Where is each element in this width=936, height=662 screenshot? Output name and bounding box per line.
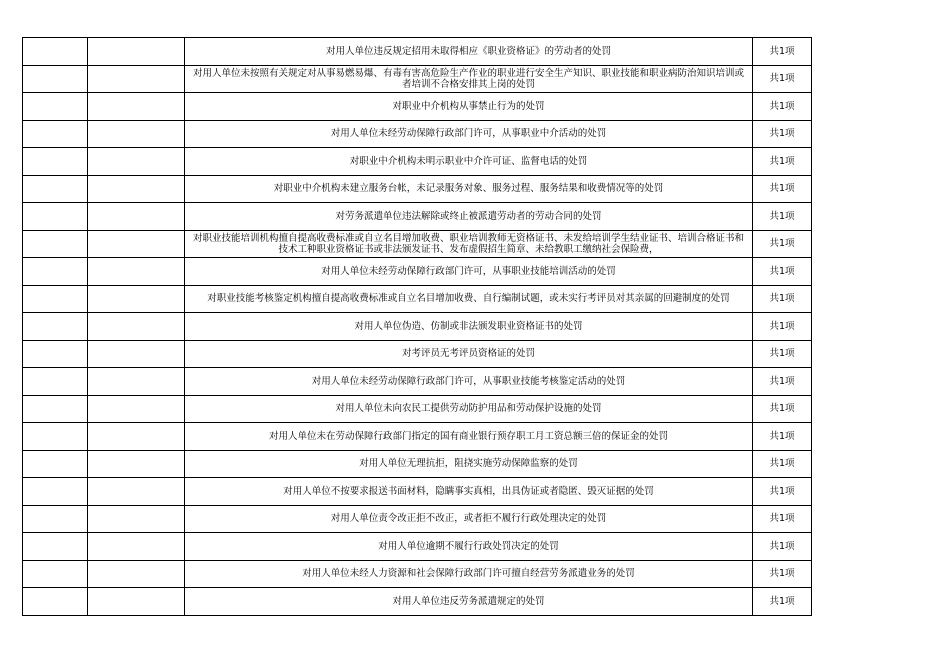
penalty-item-cell: 对用人单位未向农民工提供劳动防护用品和劳动保护设施的处罚 bbox=[185, 395, 753, 423]
empty-cell-a bbox=[23, 423, 88, 451]
item-count-cell: 共1项 bbox=[753, 120, 812, 148]
empty-cell-b bbox=[88, 258, 185, 286]
empty-cell-b bbox=[88, 533, 185, 561]
table-row bbox=[23, 560, 812, 588]
empty-cell-a bbox=[23, 588, 88, 616]
empty-cell-b bbox=[88, 230, 185, 258]
table-row bbox=[23, 38, 812, 66]
item-count-cell: 共1项 bbox=[753, 313, 812, 341]
empty-cell-b bbox=[88, 65, 185, 93]
penalty-item-cell: 对用人单位责令改正拒不改正，或者拒不履行行政处理决定的处罚 bbox=[185, 505, 753, 533]
table-row bbox=[23, 450, 812, 478]
empty-cell-b bbox=[88, 120, 185, 148]
empty-cell-a bbox=[23, 230, 88, 258]
empty-cell-a bbox=[23, 450, 88, 478]
empty-cell-b bbox=[88, 203, 185, 231]
empty-cell-b bbox=[88, 340, 185, 368]
penalty-item-cell: 对用人单位未在劳动保障行政部门指定的国有商业银行预存职工月工资总额三倍的保证金的处罚 bbox=[185, 423, 753, 451]
empty-cell-b bbox=[88, 423, 185, 451]
item-count-cell: 共1项 bbox=[753, 340, 812, 368]
empty-cell-b bbox=[88, 93, 185, 121]
empty-cell-a bbox=[23, 148, 88, 176]
empty-cell-b bbox=[88, 450, 185, 478]
empty-cell-a bbox=[23, 203, 88, 231]
empty-cell-a bbox=[23, 533, 88, 561]
item-count-cell: 共1项 bbox=[753, 368, 812, 396]
empty-cell-a bbox=[23, 65, 88, 93]
empty-cell-b bbox=[88, 505, 185, 533]
penalty-item-cell: 对用人单位未经人力资源和社会保障行政部门许可擅自经营劳务派遣业务的处罚 bbox=[185, 560, 753, 588]
table-row bbox=[23, 148, 812, 176]
penalty-item-cell: 对职业中介机构未建立服务台帐，未记录服务对象、服务过程、服务结果和收费情况等的处罚 bbox=[185, 175, 753, 203]
empty-cell-a bbox=[23, 38, 88, 66]
table-row bbox=[23, 285, 812, 313]
empty-cell-b bbox=[88, 38, 185, 66]
empty-cell-a bbox=[23, 478, 88, 506]
penalty-item-cell: 对用人单位未经劳动保障行政部门许可，从事职业中介活动的处罚 bbox=[185, 120, 753, 148]
table-row bbox=[23, 505, 812, 533]
empty-cell-a bbox=[23, 120, 88, 148]
penalty-item-cell: 对用人单位逾期不履行行政处罚决定的处罚 bbox=[185, 533, 753, 561]
empty-cell-a bbox=[23, 505, 88, 533]
item-count-cell: 共1项 bbox=[753, 423, 812, 451]
empty-cell-b bbox=[88, 313, 185, 341]
penalty-item-cell: 对用人单位伪造、仿制或非法颁发职业资格证书的处罚 bbox=[185, 313, 753, 341]
penalty-item-cell: 对用人单位未按照有关规定对从事易燃易爆、有毒有害高危险生产作业的职业进行安全生产知识、职业技能和职业病防治知识培训或者培训不合格安排其上岗的处罚 bbox=[185, 65, 753, 93]
table-row bbox=[23, 368, 812, 396]
empty-cell-b bbox=[88, 285, 185, 313]
item-count-cell: 共1项 bbox=[753, 203, 812, 231]
empty-cell-a bbox=[23, 258, 88, 286]
empty-cell-b bbox=[88, 395, 185, 423]
empty-cell-a bbox=[23, 368, 88, 396]
empty-cell-b bbox=[88, 478, 185, 506]
empty-cell-b bbox=[88, 368, 185, 396]
empty-cell-a bbox=[23, 93, 88, 121]
penalty-item-cell: 对用人单位无理抗拒，阻挠实施劳动保障监察的处罚 bbox=[185, 450, 753, 478]
penalty-item-cell: 对用人单位未经劳动保障行政部门许可，从事职业技能培训活动的处罚 bbox=[185, 258, 753, 286]
penalty-item-cell: 对劳务派遣单位违法解除或终止被派遣劳动者的劳动合同的处罚 bbox=[185, 203, 753, 231]
penalty-item-cell: 对用人单位违反劳务派遣规定的处罚 bbox=[185, 588, 753, 616]
table-body bbox=[23, 38, 812, 616]
penalty-item-cell: 对用人单位未经劳动保障行政部门许可，从事职业技能考核鉴定活动的处罚 bbox=[185, 368, 753, 396]
table-row bbox=[23, 258, 812, 286]
penalty-item-cell: 对用人单位不按要求报送书面材料，隐瞒事实真相，出具伪证或者隐匿、毁灭证据的处罚 bbox=[185, 478, 753, 506]
item-count-cell: 共1项 bbox=[753, 588, 812, 616]
penalty-item-cell: 对职业技能培训机构擅自提高收费标准或自立名目增加收费、职业培训教师无资格证书、未发给培训学生结业证书、培训合格证书和技术工种职业资格证书或非法颁发证书、发布虚假招生简章、未给教职工缴纳社会保险费， bbox=[185, 230, 753, 258]
item-count-cell: 共1项 bbox=[753, 560, 812, 588]
penalty-item-cell: 对职业中介机构从事禁止行为的处罚 bbox=[185, 93, 753, 121]
empty-cell-b bbox=[88, 588, 185, 616]
empty-cell-b bbox=[88, 560, 185, 588]
table-row bbox=[23, 588, 812, 616]
item-count-cell: 共1项 bbox=[753, 478, 812, 506]
table-row bbox=[23, 93, 812, 121]
empty-cell-a bbox=[23, 395, 88, 423]
table-row bbox=[23, 120, 812, 148]
item-count-cell: 共1项 bbox=[753, 93, 812, 121]
empty-cell-a bbox=[23, 340, 88, 368]
table-row bbox=[23, 175, 812, 203]
item-count-cell: 共1项 bbox=[753, 285, 812, 313]
table-row bbox=[23, 340, 812, 368]
penalty-items-table bbox=[22, 37, 812, 616]
penalty-item-cell: 对用人单位违反规定招用未取得相应《职业资格证》的劳动者的处罚 bbox=[185, 38, 753, 66]
penalty-item-cell: 对考评员无考评员资格证的处罚 bbox=[185, 340, 753, 368]
table-row bbox=[23, 423, 812, 451]
item-count-cell: 共1项 bbox=[753, 65, 812, 93]
empty-cell-a bbox=[23, 175, 88, 203]
item-count-cell: 共1项 bbox=[753, 148, 812, 176]
item-count-cell: 共1项 bbox=[753, 450, 812, 478]
item-count-cell: 共1项 bbox=[753, 38, 812, 66]
table-row bbox=[23, 313, 812, 341]
table-row bbox=[23, 203, 812, 231]
empty-cell-a bbox=[23, 560, 88, 588]
item-count-cell: 共1项 bbox=[753, 533, 812, 561]
table-row bbox=[23, 65, 812, 93]
item-count-cell: 共1项 bbox=[753, 505, 812, 533]
item-count-cell: 共1项 bbox=[753, 230, 812, 258]
table-row bbox=[23, 478, 812, 506]
empty-cell-b bbox=[88, 175, 185, 203]
table-row bbox=[23, 395, 812, 423]
table-row bbox=[23, 533, 812, 561]
empty-cell-b bbox=[88, 148, 185, 176]
item-count-cell: 共1项 bbox=[753, 395, 812, 423]
penalty-item-cell: 对职业技能考核鉴定机构擅自提高收费标准或自立名目增加收费、自行编制试题，或未实行考评员对其亲属的回避制度的处罚 bbox=[185, 285, 753, 313]
empty-cell-a bbox=[23, 313, 88, 341]
table-row bbox=[23, 230, 812, 258]
item-count-cell: 共1项 bbox=[753, 175, 812, 203]
penalty-item-cell: 对职业中介机构未明示职业中介许可证、监督电话的处罚 bbox=[185, 148, 753, 176]
item-count-cell: 共1项 bbox=[753, 258, 812, 286]
empty-cell-a bbox=[23, 285, 88, 313]
